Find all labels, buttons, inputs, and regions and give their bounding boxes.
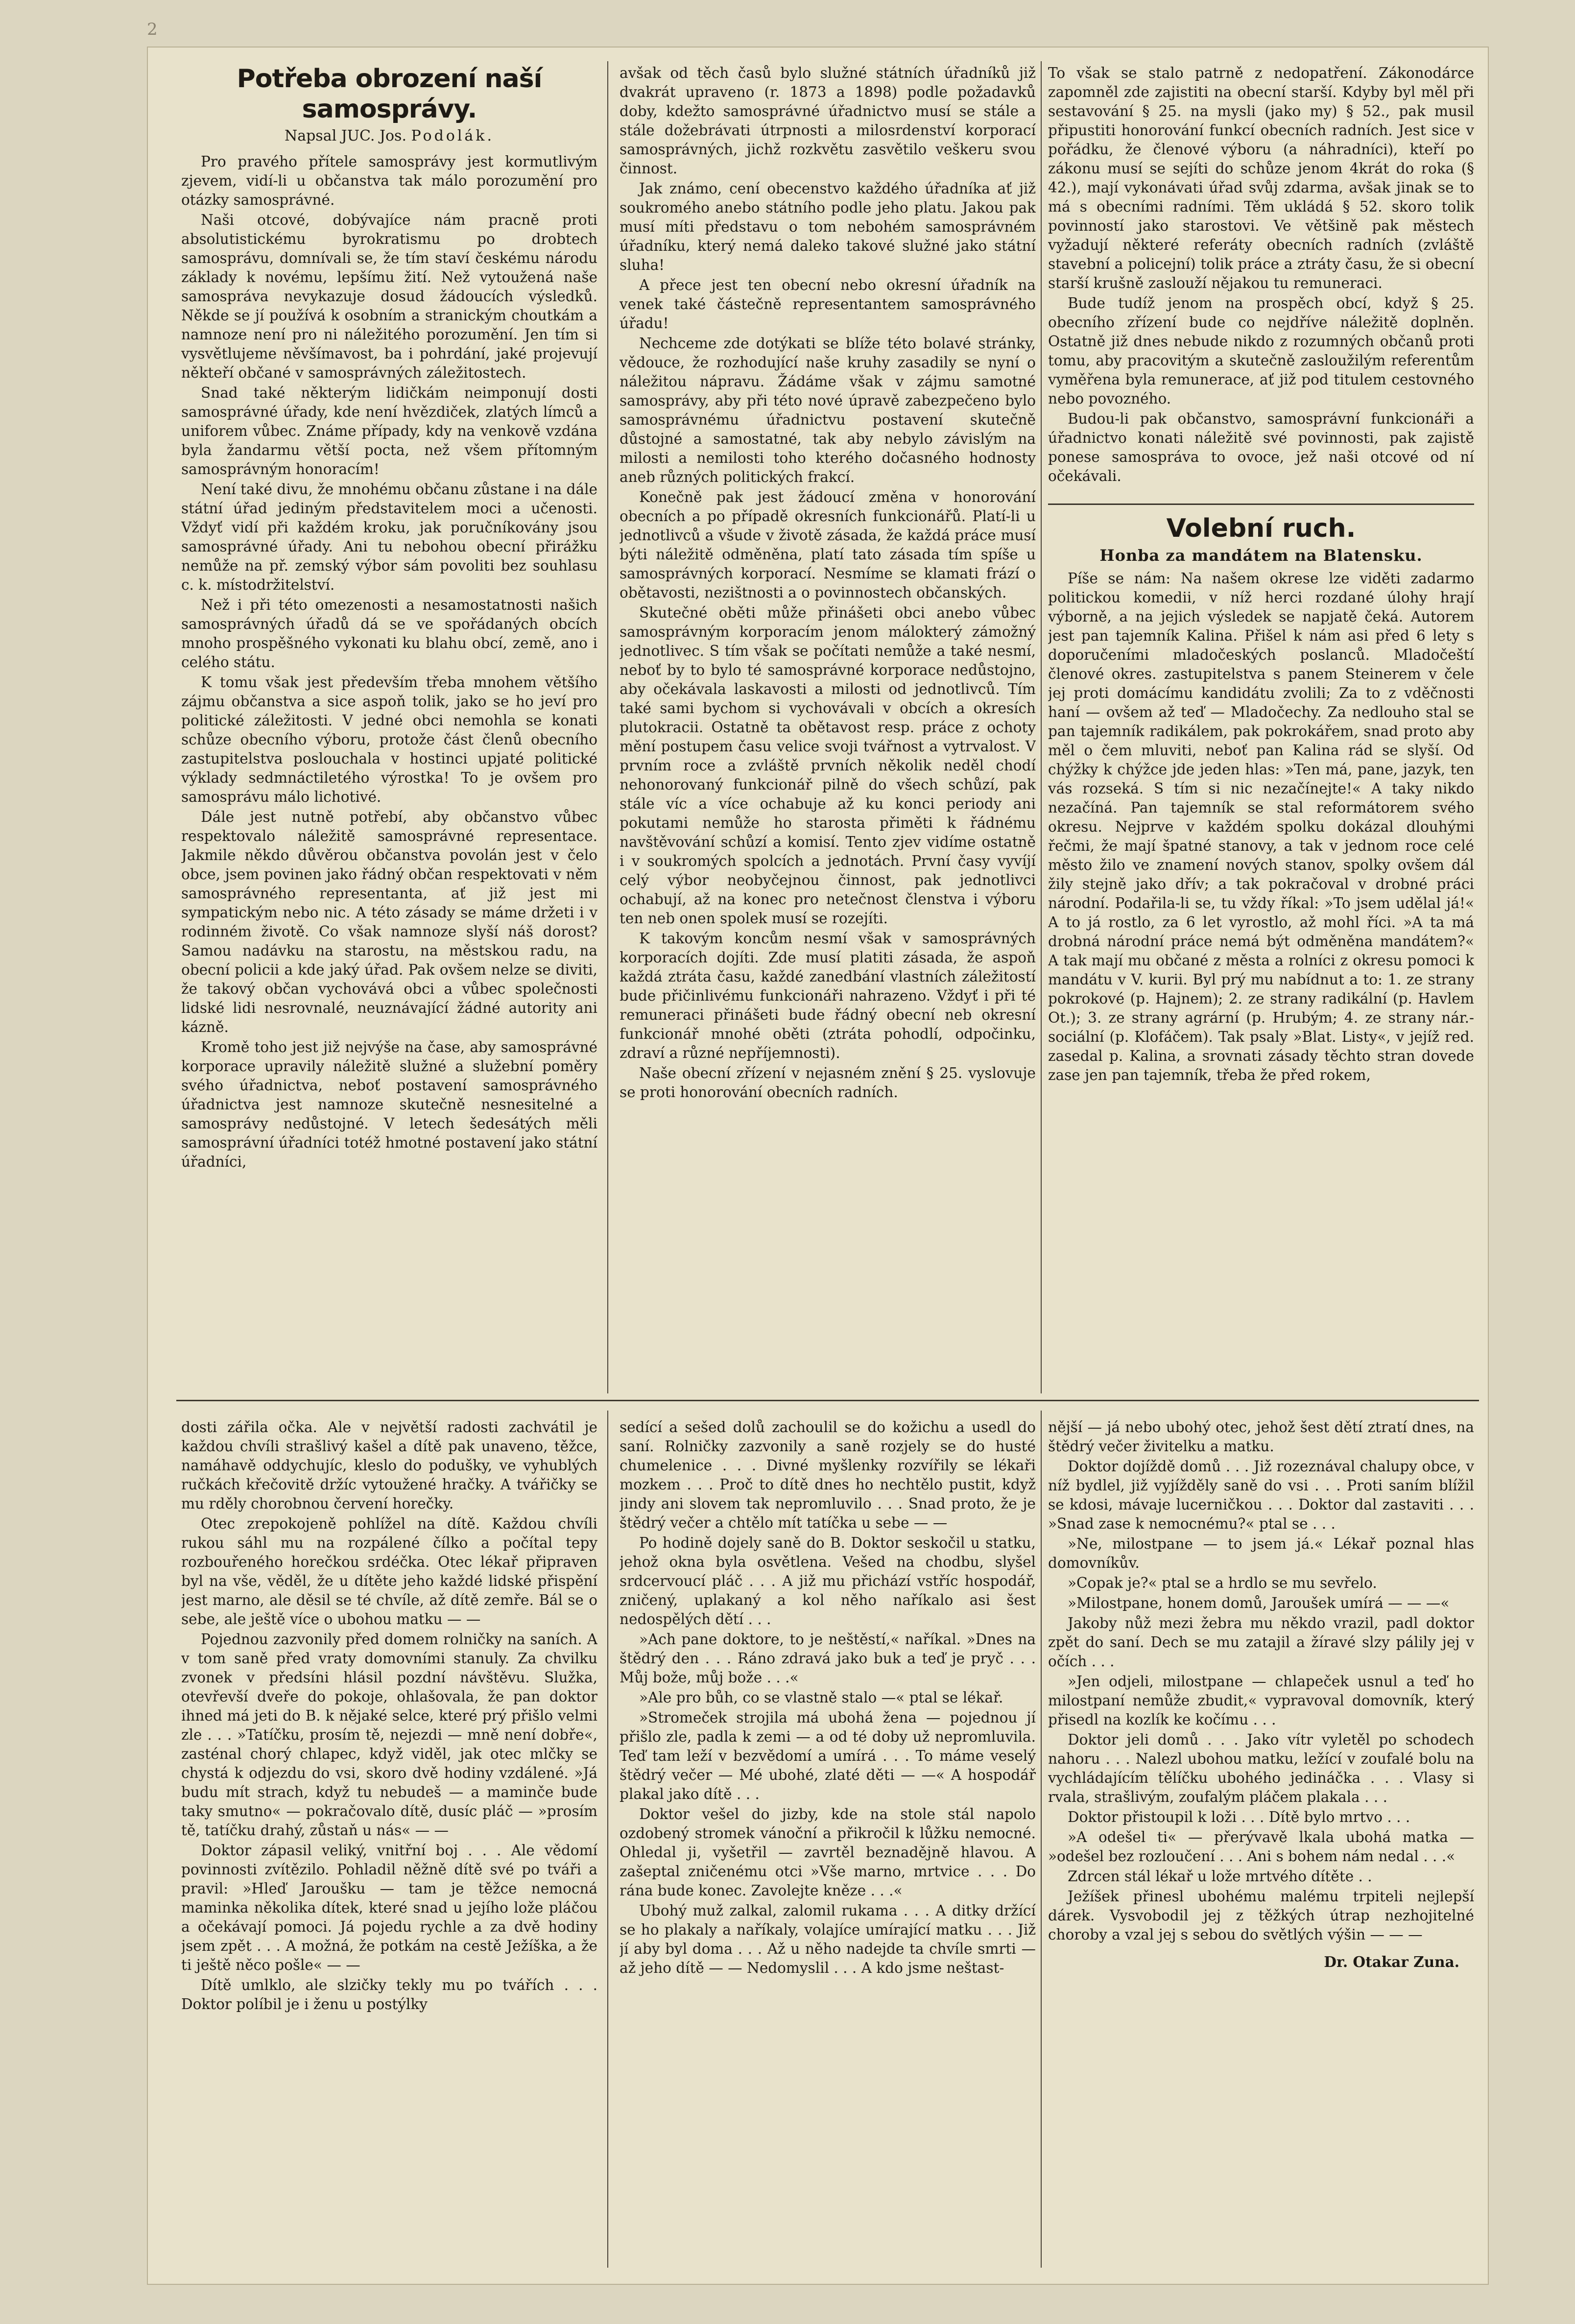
paragraph: Jakoby nůž mezi žebra mu někdo vrazil, padl doktor zpět do saní. Dech se mu zatajil a žíravé slzy pálily jej v očích . . .	[1048, 1615, 1474, 1670]
paragraph: »Ne, milostpane — to jsem já.« Lékař poznal hlas domovníkův.	[1048, 1535, 1474, 1571]
story-column-3	[1048, 1418, 1474, 2265]
paragraph: »Jen odjeli, milostpane — chlapeček usnul a teď ho milostpaní nemůže zbudit,« vypravoval domovník, který přisedl na kozlík ke kočímu . . .	[1048, 1673, 1474, 1728]
section-divider	[176, 1400, 1479, 1401]
paragraph: Jak známo, cení obecenstvo každého úřadníka ať již soukromého anebo státního podle jeho platu. Jakou pak musí míti představu o tom nebohém samosprávném úřadníku, který nemá daleko takové služné jako státní sluha!	[620, 180, 1036, 273]
article-column-1	[181, 64, 597, 1391]
column-divider	[607, 61, 608, 1393]
paragraph: Snad také některým lidičkám neimponují dosti samosprávné úřady, kde není hvězdiček, zlatých límců a uniforem vůbec. Známe případy, kdy na venkově vzdána byla žandarmu větší pocta, než všem přítomným samosprávným honoracím!	[181, 384, 597, 478]
paragraph-list	[181, 152, 597, 1172]
paragraph-list	[620, 1418, 1036, 1978]
paragraph: Doktor zápasil veliký, vnitřní boj . . . Ale vědomí povinnosti zvítězilo. Pohladil něžně dítě své po tváři a pravil: »Hleď Jaroušku — tam je těžce nemocná maminka několika dítek, které snad u jejího lože pláčou a očekávají pomoci. Já pojedu rychle a za dvě hodiny jsem zpět . . . A možná, že potkám na cestě Ježíška, a že ti ještě něco pošle« — —	[181, 1842, 597, 1973]
paragraph: Dále jest nutně potřebí, aby občanstvo vůbec respektovalo náležitě samosprávné representace. Jakmile někdo důvěrou občanstva povolán jest v čelo obce, jsem povinen jako řádný občan respektovati v něm samosprávného representanta, ať již jest mi sympatickým nebo nic. A této zásady se máme držeti i v rodinném životě. Co však namnoze slyší náš dorost? Samou nadávku na starostu, na městskou radu, na obecní policii a kde jaký úřad. Pak ovšem nelze se diviti, že takový občan vychovává obci a vůbec společnosti lidské lidi nesrovnalé, neuznávající žádné autority ani kázně.	[181, 809, 597, 1035]
paragraph: Zdrcen stál lékař u lože mrtvého dítěte . .	[1068, 1868, 1372, 1885]
paragraph: »Ach pane doktore, to je neštěstí,« naříkal. »Dnes na štědrý den . . . Ráno zdravá jako buk a teď je pryč . . . Můj bože, můj bože . . .«	[620, 1631, 1036, 1686]
paragraph: Doktor přistoupil k loži . . . Dítě bylo mrtvo . . .	[1068, 1809, 1410, 1825]
paragraph: Píše se nám: Na našem okrese lze viděti zadarmo politickou komedii, v níž herci rozdané úlohy hrají výborně, a na jejich výsledek se napjatě čeká. Autorem jest pan tajemník Kalina. Přišel k nám asi před 6 lety s doporučeními mladočeských poslanců. Mladočeští členové okres. zastupitelstva s panem Steinerem v čele jej proti domácímu kandidátu zvolili; Za to z vděčnosti haní — ovšem až teď — Mladočechy. Za nedlouho stal se pan tajemník radikálem, pak pokrokářem, snad proto aby měl o čem mluviti, neboť pan Kalina rád se slyší. Od chýžky k chýžce jde jeden hlas: »Ten má, pane, jazyk, ten vás rozseká. S tím si nic nezačínejte!« A taky nikdo nezačíná. Pan tajemník se stal reformátorem svého okresu. Nejprve v každém spolku dokázal dlouhými řečmi, že mají špatné stanovy, a tak v jednom roce celé město žilo ve znamení nových stanov, spolky ovšem dál žily stejně jako dřív; a tak pokračoval v drobné práci národní. Podařila-li se, tu vždy říkal: »To jsem udělal já!« A to já rostlo, za 6 let vyrostlo, až mohl říci. »A ta má drobná národní práce nemá být odměněna mandátem?« A tak mají mu občané z města a rolníci z okresu pomoci k mandátu v V. kurii. Byl prý mu nabídnut a to: 1. ze strany pokrokové (p. Hajnem); 2. ze strany radikální (p. Havlem Ot.); 3. ze strany agrární (p. Hrubým; 4. ze strany nár.-sociální (p. Klofáčem). Tak psaly »Blat. Listy«, v jejíž red. zasedal p. Kalina, a srovnati zásady těchto stran dovede zase jen pan tajemník, třeba že před rokem,	[1048, 570, 1474, 1083]
paragraph: nější — já nebo ubohý otec, jehož šest dětí ztratí dnes, na štědrý večer živitelku a matku.	[1048, 1419, 1474, 1455]
paragraph: Než i při této omezenosti a nesamostatnosti našich samosprávných úřadů dá se ve spořádaných obcích mnoho prospěšného vykonati ku blahu obcí, země, ano i celého státu.	[181, 597, 597, 671]
column-divider	[607, 1411, 608, 2268]
article-separator	[1048, 503, 1474, 505]
story-column-1	[181, 1418, 597, 2265]
page-number: 2	[147, 20, 158, 39]
article-title: Potřeba obrození naší samosprávy.	[237, 64, 542, 124]
paragraph: Skutečné oběti může přinášeti obci anebo vůbec samosprávným korporacím jenom málokterý zámožný jednotlivec. S tím však se počítati nemůže a také nesmí, neboť by to bylo té samosprávné korporace nedůstojno, aby očekávala laskavosti a milosti od jednotlivců. Tím také sami bychom si vychovávali v obcích a okresích plutokracii. Ostatně ta obětavost resp. práce z ochoty mění postupem času velice svoji tvářnost a vytrvalost. V prvním roce a zvláště prvních několik neděl chodí nehonorovaný funkcionář pilně do všech schůzí, pak stále víc a více ochabuje až ku konci periody ani pokutami nemůže ho starosta přiměti k řádnému navštěvování schůzí a komisí. Tento zjev vidíme ostatně i v soukromých spolcích a jednotách. První časy vyvíjí celý výbor neobyčejnou činnost, pak jednotlivci ochabují, až na konec pro netečnost členstva i výboru ten neb onen spolek musí se rozejíti.	[620, 604, 1036, 927]
paragraph: Bude tudíž jenom na prospěch obcí, když § 25. obecního zřízení bude co nejdříve náležitě doplněn. Ostatně již dnes nebude nikdo z rozumných občanů proti tomu, aby pracovitým a skutečně zasloužilým referentům vyměřena byla remunerace, ať již pod titulem cestovného nebo povozného.	[1048, 295, 1474, 407]
paragraph: »Ale pro bůh, co se vlastně stalo —« ptal se lékař.	[639, 1689, 1003, 1706]
paragraph: »Copak je?« ptal se a hrdlo se mu sevřelo.	[1068, 1575, 1377, 1591]
paragraph-list	[181, 1418, 597, 2014]
paragraph: Doktor jeli domů . . . Jako vítr vyletěl po schodech nahoru . . . Nalezl ubohou matku, ležící v zoufalé bolu na vychládajícím tělíčku ubohého jedináčka . . . Vlasy si rvala, strašlivým, zoufalým pláčem plakala . . .	[1048, 1731, 1474, 1805]
paragraph: Dítě umlklo, ale slzičky tekly mu po tvářích . . . Doktor políbil je i ženu u postýlky	[181, 1977, 597, 2013]
paragraph: Naši otcové, dobývajíce nám pracně proti absolutistickému byrokratismu po drobtech samosprávu, domnívali se, že tím staví českému národu základy k novému, lepšímu žití. Než vytoužená naše samospráva nevykazuje dosud žádoucích výsledků. Někde se jí používá k osobním a stranickým choutkám a namnoze není pro ni náležitého porozumění. Jen tím si vysvětlujeme něvšímavost, ba i pohrdání, jaké projevují někteří občané v samosprávných záležitostech.	[181, 212, 597, 381]
section-title: Volební ruch.	[1166, 514, 1356, 543]
paragraph: Kromě toho jest již nejvýše na čase, aby samosprávné korporace upravily náležitě služné a služební poměry svého úřadnictva, neboť postavení samosprávného úřadnictva jest namnoze skutečně nesnesitelné a samosprávy nedůstojné. V letech šedesátých měli samosprávní úřadníci totéž hmotné postavení jako státní úřadníci,	[181, 1039, 597, 1170]
section-subtitle: Honba za mandátem na Blatensku.	[1099, 546, 1423, 565]
paragraph: Ježíšek přinesl ubohému malému trpiteli nejlepší dárek. Vysvobodil jej z těžkých útrap nezhojitelné choroby a vzal jej s sebou do světlých výšin — — —	[1048, 1888, 1474, 1943]
author-signature: Dr. Otakar Zuna.	[1324, 1953, 1459, 1970]
paragraph: Naše obecní zřízení v nejasném znění § 25. vyslovuje se proti honorování obecních radních.	[620, 1065, 1036, 1101]
article-byline	[181, 126, 597, 145]
paragraph-list	[1048, 1418, 1474, 1944]
article-column-3	[1048, 64, 1474, 1391]
paragraph: K tomu však jest především třeba mnohem většího zájmu občanstva a sice aspoň tolik, jako se ho jeví pro politické záležitosti. V jedné obci nemohla se konati schůze obecního výboru, protože část členů obecního zastupitelstva poslouchala v hostinci upjaté politické výklady sedmnáctiletého výrostka! To je ovšem pro samosprávu málo lichotivé.	[181, 674, 597, 805]
paragraph: sedící a sešed dolů zachoulil se do kožichu a usedl do saní. Rolničky zazvonily a saně rozjely se do husté chumelenice . . . Divné myšlenky rozvířily se lékaři mozkem . . . Proč to dítě dnes ho nechtělo pustit, když jindy ani slovem tak nepromluvilo . . . Snad proto, že je štědrý večer a chtělo mít tatíčka u sebe — —	[620, 1419, 1036, 1531]
paragraph-list	[620, 64, 1036, 1102]
column-divider	[1041, 1411, 1042, 2268]
paragraph: Ubohý muž zalkal, zalomil rukama . . . A ditky držící se ho plakaly a naříkaly, volajíce umírající matku . . . Již jí aby byl doma . . . Až u něho nadejde ta chvíle smrti — až jeho dítě — — Nedomyslil . . . A kdo jsme neštast-	[620, 1902, 1036, 1976]
column-divider	[1041, 61, 1042, 1393]
paragraph: Otec zrepokojeně pohlížel na dítě. Každou chvíli rukou sáhl mu na rozpálené čílko a počítal tepy rozbouřeného horečkou srdéčka. Otec lékař připraven byl na vše, věděl, že u dítěte jeho každé lidské přispění jest marno, ale děsil se té chvíle, až dítě zemře. Bál se o sebe, ale ještě více o ubohou matku — —	[181, 1515, 597, 1628]
paragraph: Po hodině dojely saně do B. Doktor seskočil u statku, jehož okna byla osvětlena. Vešed na chodbu, slyšel srdcervoucí pláč . . . A již mu přichází vstříc hospodář, zničený, uplakaný a kol něho naříkalo asi šest nedospělých dětí . . .	[620, 1534, 1036, 1628]
paragraph: »A odešel ti« — přerývavě lkala ubohá matka — »odešel bez rozloučení . . . Ani s bohem nám nedal . . .«	[1048, 1829, 1474, 1865]
paragraph: Není také divu, že mnohému občanu zůstane i na dále státní úřad jediným představitelem moci a učenosti. Vždyť vidí při každém kroku, jak poručníkovány jsou samosprávné úřady. Ani tu nebohou obecní přirážku nemůže na př. zemský výbor sám povoliti bez souhlasu c. k. místodržitelství.	[181, 481, 597, 593]
byline-author: Podolák.	[411, 127, 495, 144]
byline-prefix: Napsal JUC. Jos.	[284, 127, 411, 144]
paragraph: Doktor vešel do jizby, kde na stole stál napolo ozdobený stromek vánoční a přikročil k lůžku nemocné. Ohledal ji, vyšetřil — zavrtěl beznadějně hlavou. A zašeptal zničenému otci »Vše marno, mrtvice . . . Do rána bude konec. Zavolejte kněze . . .«	[620, 1806, 1036, 1899]
paragraph: Doktor dojíždě domů . . . Již rozeznával chalupy obce, v níž bydlel, již vyjížděly saně do vsi . . . Proti saním blížil se kdosi, mávaje lucerničkou . . . Doktor dal zastaviti . . . »Snad zase k nemocnému?« ptal se . . .	[1048, 1458, 1474, 1532]
paragraph: Konečně pak jest žádoucí změna v honorování obecních a po případě okresních funkcionářů. Platí-li u jednotlivců a všude v životě zásada, že každá práce musí býti náležitě odměněna, platí tato zásada tím spíše u samosprávných korporací. Nesmíme se klamati frází o obětavosti, nezištnosti a o povinnostech občanských.	[620, 489, 1036, 601]
paragraph-list	[1048, 64, 1474, 486]
article-column-2	[620, 64, 1036, 1391]
paragraph: »Milostpane, honem domů, Jaroušek umírá — — —«	[1068, 1595, 1450, 1611]
paragraph: Pojednou zazvonily před domem rolničky na saních. A v tom saně před vraty domovními stanuly. Za chvilku zvonek v předsíni hlásil pozdní návštěvu. Služka, otevřevší dveře do pokoje, ohlašovala, že pan doktor ihned má jeti do B. k nějaké selce, které prý přišlo velmi zle . . . »Tatíčku, prosím tě, nejezdi — mně není dobře«, zasténal chorý chlapec, když viděl, jak otec mlčky se chystá k odjezdu do vsi, skoro dvě hodiny vzdálené. »Já budu mít strach, když tu nebudeš — a maminče bude taky smutno« — pokračovalo dítě, dusíc pláč — »prosím tě, tatíčku drahý, zůstaň u nás« — —	[181, 1631, 597, 1839]
story-column-2	[620, 1418, 1036, 2265]
paragraph: A přece jest ten obecní nebo okresní úřadník na venek také částečně representantem samosprávného úřadu!	[620, 277, 1036, 332]
paragraph: »Stromeček strojila má ubohá žena — pojednou jí přišlo zle, padla k zemi — a od té doby už nepromluvila. Teď tam leží v bezvědomí a umírá . . . To máme veselý štědrý večer — Mé ubohé, zlaté děti — —« A hospodář plakal jako dítě . . .	[620, 1709, 1036, 1802]
paragraph: Pro pravého přítele samosprávy jest kormutlivým zjevem, vidí-li u občanstva tak málo porozumění pro otázky samosprávné.	[181, 153, 597, 208]
paragraph: Budou-li pak občanstvo, samosprávní funkcionáři a úřadnictvo konati náležitě své povinnosti, pak zajistě ponese samospráva to ovoce, jež naši otcové od ní očekávali.	[1048, 410, 1474, 484]
paragraph: avšak od těch časů bylo služné státních úřadníků již dvakrát upraveno (r. 1873 a 1898) podle požadavků doby, kdežto samosprávné úřadnictvo musí se stále a stále dožebrávati útrpnosti a milosrdenství korporací samosprávných, jichž rozkvětu zasvětilo veškeru svou činnost.	[620, 65, 1036, 177]
paragraph-list	[1048, 569, 1474, 1085]
paragraph: dosti zářila očka. Ale v největší radosti zachvátil je každou chvíli strašlivý kašel a dítě pak unaveno, těžce, namáhavě oddychujíc, kleslo do podušky, ve vyhublých ručkách křečovitě držíc vytoužené hračky. A tvářičky se mu rděly chorobnou červení horečky.	[181, 1419, 597, 1512]
paragraph: Nechceme zde dotýkati se blíže této bolavé stránky, vědouce, že rozhodující naše kruhy zasadily se nyní o náležitou nápravu. Žádáme však v zájmu samotné samosprávy, aby při této nové úpravě zabezpečeno bylo samosprávnému úřadnictvu postavení skutečně důstojné a samostatné, tak aby nebylo závislým na milosti a nemilosti toho kterého dočasného hodnosty aneb různých politických frakcí.	[620, 335, 1036, 485]
paragraph: To však se stalo patrně z nedopatření. Zákonodárce zapomněl zde zajistiti na obecní starší. Kdyby byl měl při sestavování § 25. na mysli (jako my) § 52., pak musil připustiti honorování funkcí obecních radních. Jest sice v pořádku, že členové výboru (a náhradníci), kteří po zákonu musí se sejíti do schůze jenom 4krát do roka (§ 42.), mají vykonávati úřad svůj zdarma, avšak jinak se to má s obecními radními. Těm ukládá § 52. skoro tolik povinností jako starostovi. Ve většině pak městech vyžadují některé referáty obecních radních (zvláště stavební a policejní) tolik práce a ztráty času, že si obecní starší krušně zaslouží nějakou tu remuneraci.	[1048, 65, 1474, 291]
paragraph: K takovým koncům nesmí však v samosprávných korporacích dojíti. Zde musí platiti zásada, že aspoň každá ztráta času, každé zanedbání vlastních záležitostí bude přičinlivému funkcionáři nahrazeno. Vždyť i při té remuneraci přinášeti bude řádný obecní neb okresní funkcionář mnohé oběti (ztráta pohodlí, odpočinku, zdraví a různé nepříjemnosti).	[620, 930, 1036, 1061]
